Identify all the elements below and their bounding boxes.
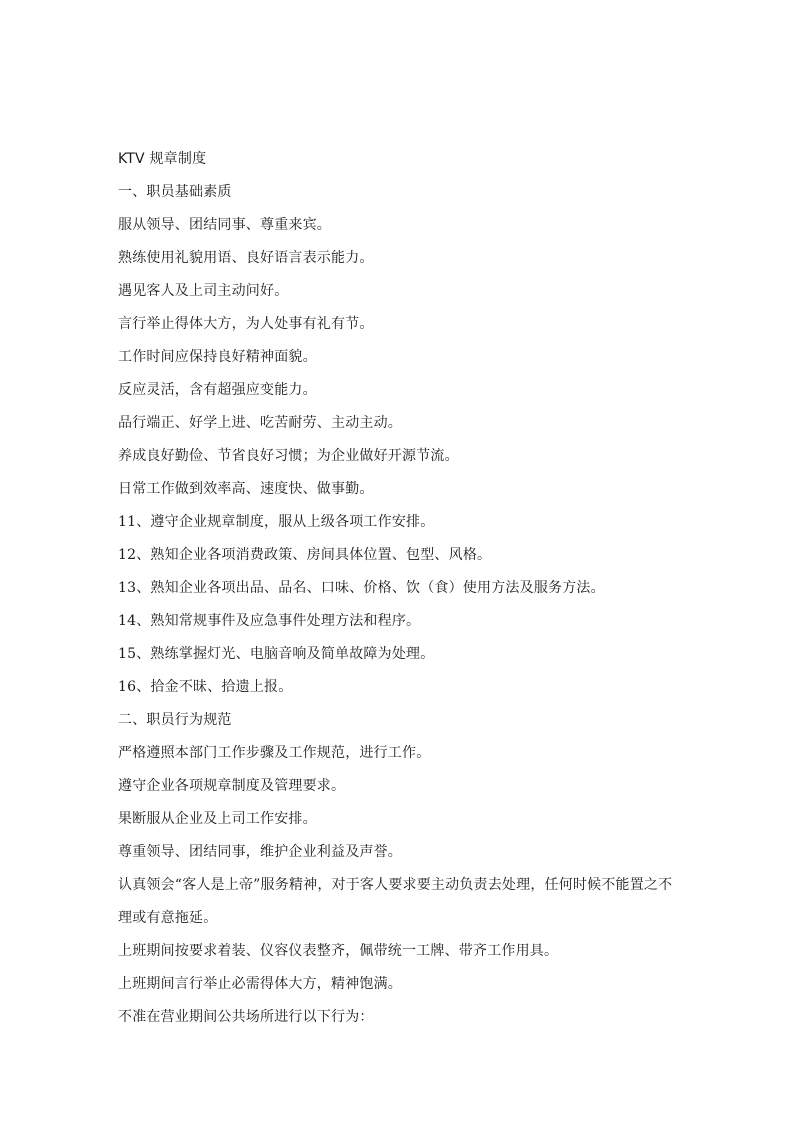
numbered-item: 16、拾金不昧、拾遗上报。	[118, 679, 293, 695]
paragraph: 果断服从企业及上司工作安排。	[118, 811, 317, 827]
paragraph: 品行端正、好学上进、吃苦耐劳、主动主动。	[118, 415, 402, 431]
paragraph: 严格遵照本部门工作步骤及工作规范，进行工作。	[118, 745, 431, 761]
paragraph: 言行举止得体大方，为人处事有礼有节。	[118, 316, 374, 332]
paragraph: 熟练使用礼貌用语、良好语言表示能力。	[118, 250, 374, 266]
document-body	[118, 143, 698, 1034]
paragraph: 遇见客人及上司主动问好。	[118, 283, 289, 299]
paragraph: 不准在营业期间公共场所进行以下行为：	[118, 1009, 374, 1025]
numbered-item: 14、熟知常规事件及应急事件处理方法和程序。	[118, 613, 421, 629]
paragraph: 上班期间按要求着装、仪容仪表整齐，佩带统一工牌、带齐工作用具。	[118, 943, 559, 959]
paragraph: 服从领导、团结同事、尊重来宾。	[118, 217, 331, 233]
paragraph-continuation: 理或有意拖延。	[118, 910, 218, 926]
paragraph: 养成良好勤俭、节省良好习惯；为企业做好开源节流。	[118, 448, 459, 464]
paragraph: 日常工作做到效率高、速度快、做事勤。	[118, 481, 374, 497]
numbered-item: 13、熟知企业各项出品、品名、口味、价格、饮（食）使用方法及服务方法。	[118, 580, 605, 596]
numbered-item: 15、熟练掌握灯光、电脑音响及简单故障为处理。	[118, 646, 435, 662]
numbered-item: 11、遵守企业规章制度，服从上级各项工作安排。	[118, 514, 435, 530]
paragraph: 认真领会“客人是上帝”服务精神，对于客人要求要主动负责去处理，任何时候不能置之不	[118, 877, 673, 893]
paragraph: 遵守企业各项规章制度及管理要求。	[118, 778, 346, 794]
paragraph: 上班期间言行举止必需得体大方，精神饱满。	[118, 976, 402, 992]
section-heading: 一、职员基础素质	[118, 184, 232, 200]
paragraph: 反应灵活，含有超强应变能力。	[118, 382, 317, 398]
paragraph: 尊重领导、团结同事，维护企业利益及声誉。	[118, 844, 402, 860]
numbered-item: 12、熟知企业各项消费政策、房间具体位置、包型、风格。	[118, 547, 492, 563]
paragraph: 工作时间应保持良好精神面貌。	[118, 349, 317, 365]
document-title: KTV 规章制度	[118, 151, 207, 167]
section-heading: 二、职员行为规范	[118, 712, 232, 728]
